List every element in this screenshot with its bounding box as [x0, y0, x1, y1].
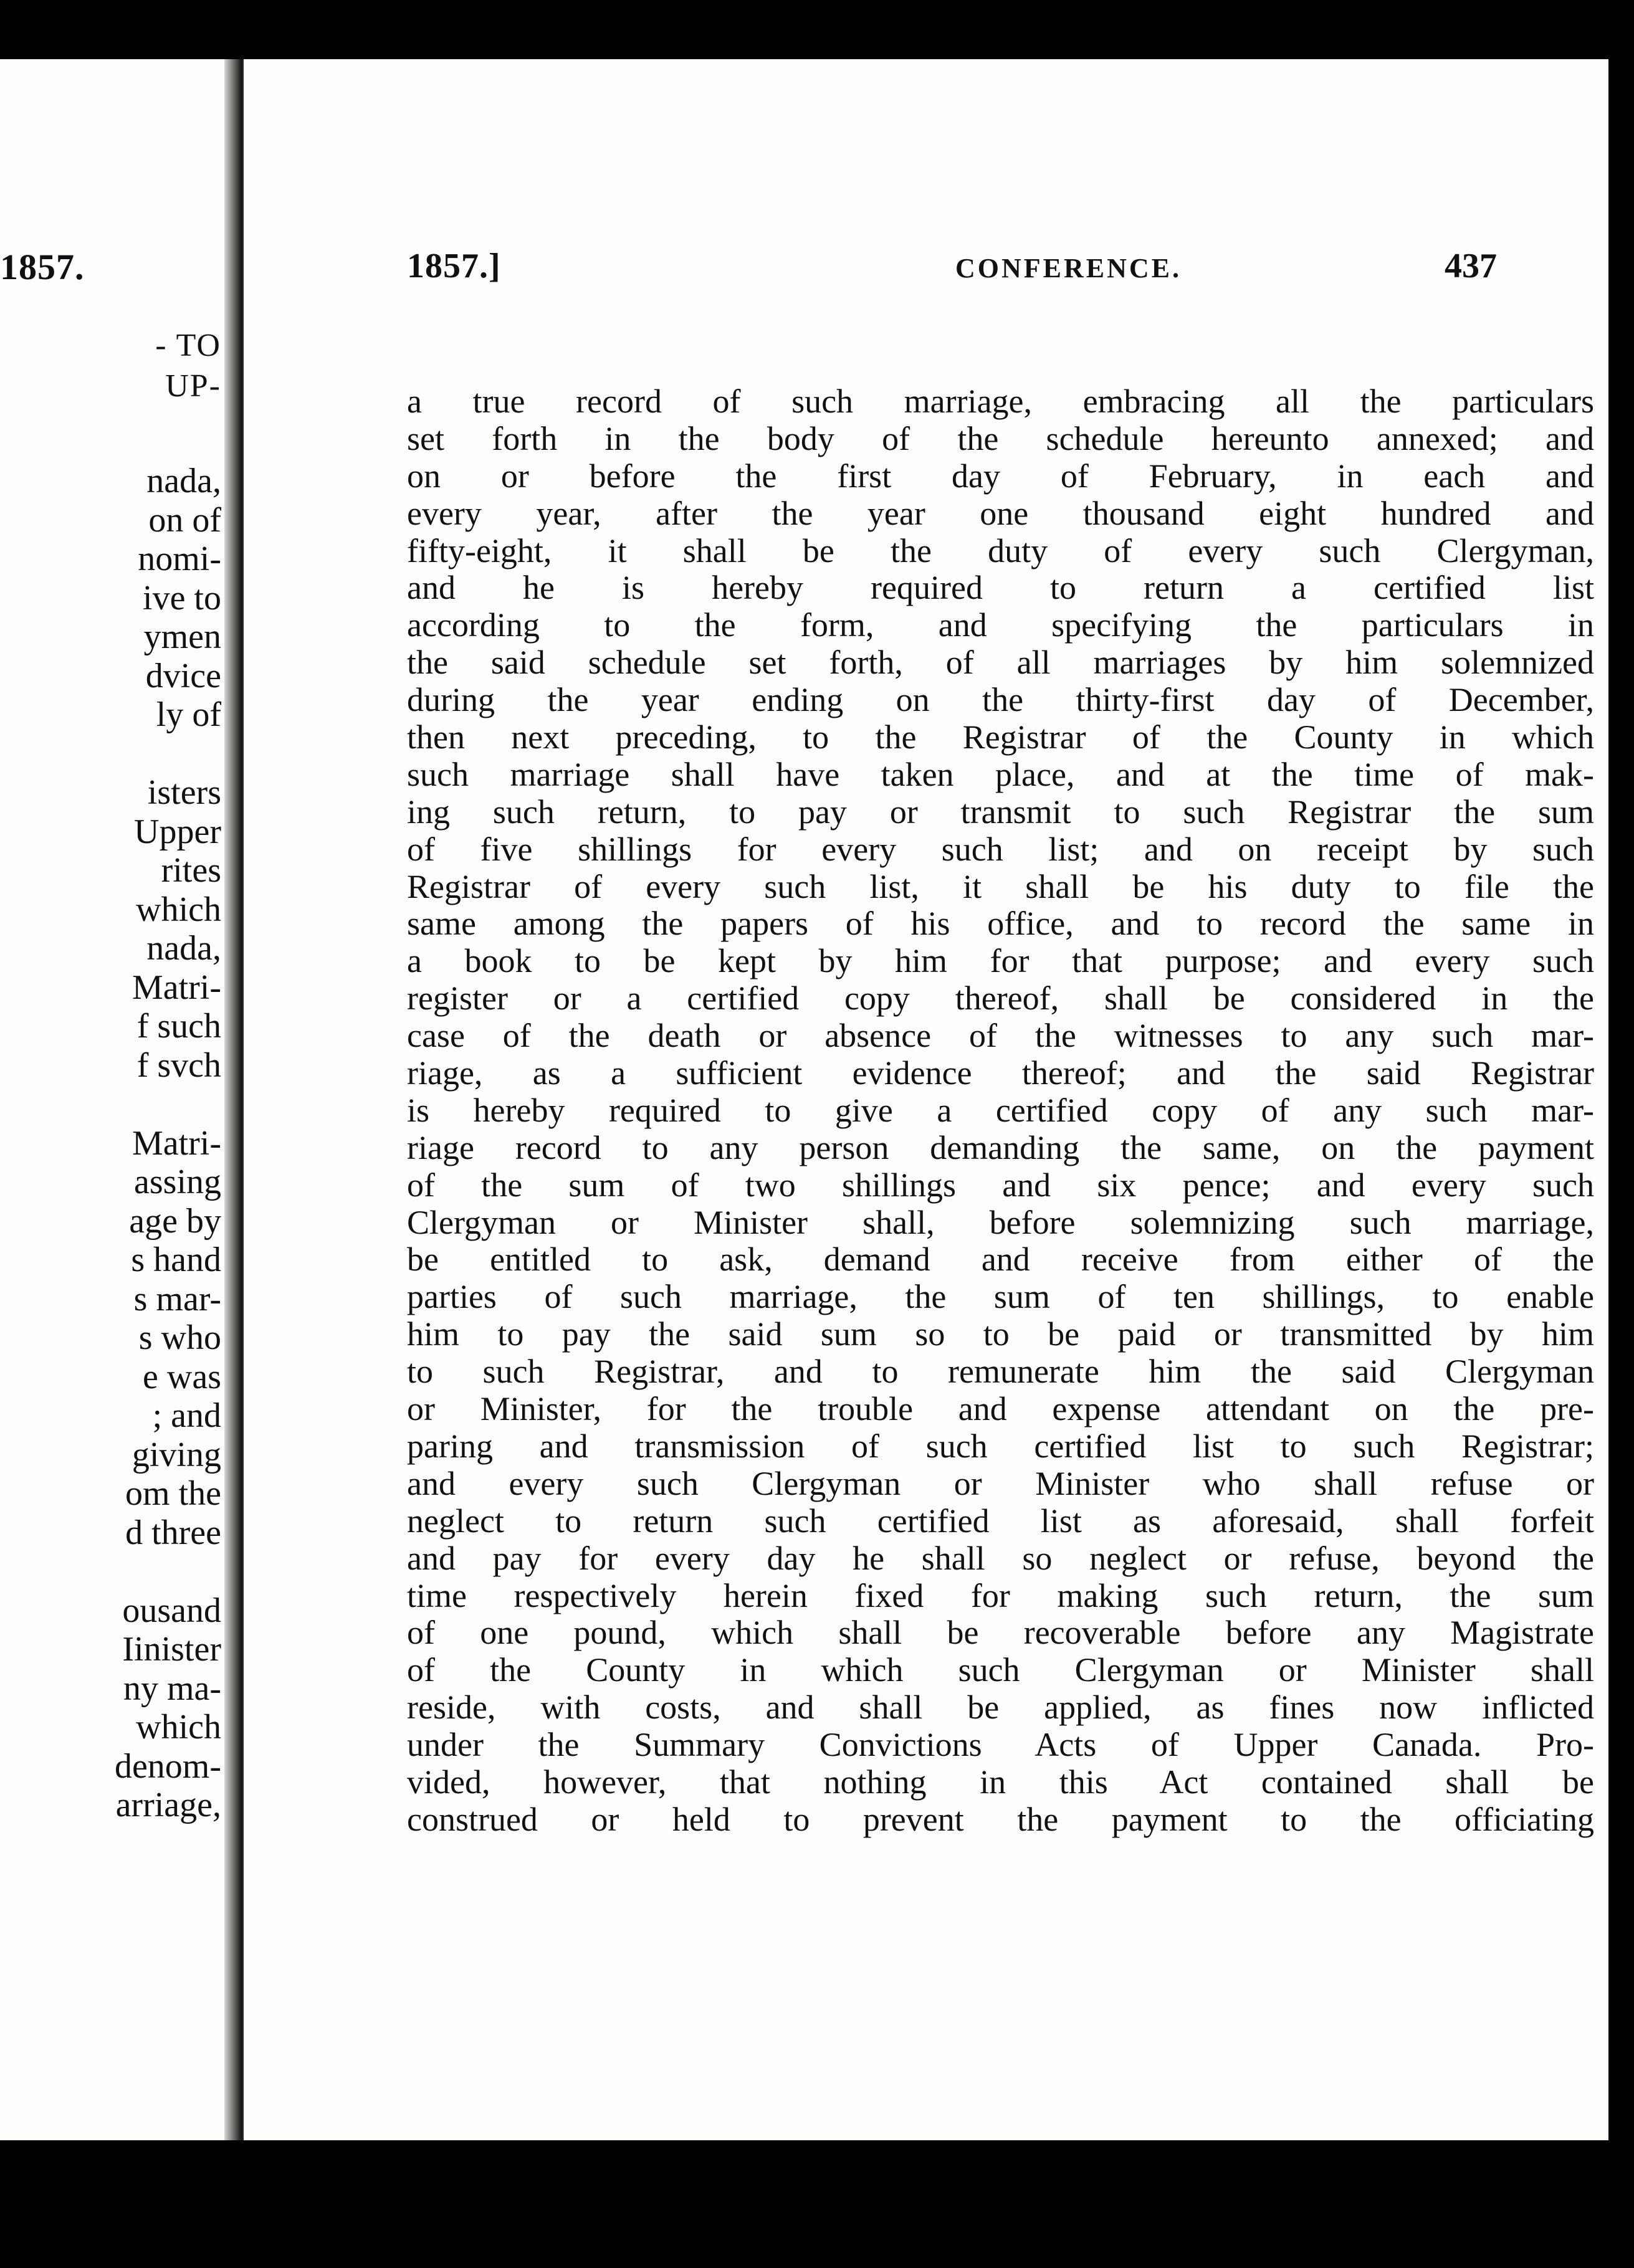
text-line: be entitled to ask, demand and receive from either of the	[407, 1241, 1594, 1279]
previous-page-line: e was	[143, 1357, 221, 1396]
previous-page-line: s mar-	[133, 1279, 221, 1318]
previous-page-line: assing	[134, 1163, 221, 1201]
text-line: every year, after the year one thousand eight hundred and	[407, 494, 1594, 532]
book-gutter	[224, 59, 243, 2140]
text-line: paring and transmission of such certified list to such Registrar;	[407, 1427, 1594, 1465]
previous-page-line: Iinister	[122, 1630, 221, 1669]
previous-page-fragment	[0, 59, 234, 2140]
text-line: such marriage shall have taken place, and at the time of mak-	[407, 755, 1594, 793]
previous-page-line: ; and	[152, 1396, 221, 1435]
text-line: and every such Clergyman or Minister who shall refuse or	[407, 1464, 1594, 1502]
text-line: a book to be kept by him for that purpose; and every such	[407, 942, 1594, 980]
previous-page-line: ny ma-	[123, 1669, 221, 1708]
text-line: of the sum of two shillings and six pence; and every such	[407, 1166, 1594, 1204]
text-line: of one pound, which shall be recoverable before any Magistrate	[407, 1614, 1594, 1652]
previous-page-line: Upper	[134, 812, 221, 851]
text-line: and pay for every day he shall so neglect or refuse, beyond the	[407, 1539, 1594, 1577]
previous-page-line: which	[136, 1708, 221, 1746]
text-line: set forth in the body of the schedule hereunto annexed; and	[407, 419, 1594, 457]
text-line: Clergyman or Minister shall, before solemnizing such marriage,	[407, 1203, 1594, 1241]
previous-page-line: f svch	[136, 1046, 221, 1085]
previous-page-line: s who	[138, 1318, 221, 1357]
text-line: neglect to return such certified list as aforesaid, shall forfeit	[407, 1502, 1594, 1540]
text-line: of the County in which such Clergyman or Minister shall	[407, 1651, 1594, 1689]
previous-page-line: Matri-	[131, 1123, 221, 1163]
previous-page-line: on of	[148, 500, 221, 540]
header-title: CONFERENCE.	[955, 253, 1182, 284]
previous-page-line: UP-	[165, 368, 221, 404]
previous-page-line: age by	[129, 1201, 221, 1241]
previous-page-year: 1857.	[0, 247, 85, 287]
text-line: reside, with costs, and shall be applied, as fines now inflicted	[407, 1689, 1594, 1727]
text-line: under the Summary Convictions Acts of Upper Canada. Pro-	[407, 1726, 1594, 1764]
text-line: or Minister, for the trouble and expense attendant on the pre-	[407, 1390, 1594, 1428]
text-line: case of the death or absence of the witnesses to any such mar-	[407, 1017, 1594, 1055]
text-line: him to pay the said sum so to be paid or transmitted by him	[407, 1315, 1594, 1353]
text-line: during the year ending on the thirty-first day of December,	[407, 681, 1594, 719]
previous-page-line: om the	[125, 1474, 221, 1513]
text-line: time respectively herein fixed for making such return, the sum	[407, 1576, 1594, 1614]
text-line: fifty-eight, it shall be the duty of every such Clergyman,	[407, 531, 1594, 569]
text-line: a true record of such marriage, embracing all the particulars	[407, 383, 1594, 420]
page-number: 437	[1445, 247, 1497, 285]
text-line: the said schedule set forth, of all marriages by him solemnized	[407, 644, 1594, 682]
text-line: to such Registrar, and to remunerate him the said Clergyman	[407, 1353, 1594, 1391]
previous-page-line: dvice	[145, 656, 221, 695]
book-page	[242, 59, 1608, 2140]
previous-page-line: f such	[136, 1007, 221, 1046]
text-line: is hereby required to give a certified copy of any such mar-	[407, 1091, 1594, 1129]
text-line: riage, as a sufficient evidence thereof; and the said Registrar	[407, 1054, 1594, 1092]
body-text	[407, 383, 1594, 1839]
text-line: and he is hereby required to return a certified list	[407, 569, 1594, 607]
text-line: vided, however, that nothing in this Act contained shall be	[407, 1763, 1594, 1801]
previous-page-line: ousand	[122, 1591, 221, 1630]
text-line: according to the form, and specifying the particulars in	[407, 606, 1594, 644]
previous-page-line: s hand	[131, 1241, 221, 1279]
previous-page-line: giving	[131, 1435, 221, 1474]
previous-page-line: d three	[125, 1513, 221, 1552]
text-line: ing such return, to pay or transmit to such Registrar the sum	[407, 793, 1594, 831]
text-line: on or before the first day of February, in each and	[407, 457, 1594, 495]
previous-page-line: nada,	[146, 929, 221, 968]
previous-page-line: isters	[147, 773, 221, 812]
text-line: of five shillings for every such list; and on receipt by such	[407, 830, 1594, 868]
previous-page-line: arriage,	[115, 1786, 221, 1824]
previous-page-line: - TO	[155, 328, 221, 363]
previous-page-line: nomi-	[138, 540, 221, 578]
previous-page-line: Matri-	[131, 968, 221, 1007]
previous-page-line: denom-	[114, 1746, 221, 1786]
text-line: riage record to any person demanding the same, on the payment	[407, 1128, 1594, 1166]
previous-page-line: which	[136, 890, 221, 929]
text-line: parties of such marriage, the sum of ten shillings, to enable	[407, 1278, 1594, 1316]
text-line: same among the papers of his office, and to record the same in	[407, 905, 1594, 943]
text-line: then next preceding, to the Registrar of the County in which	[407, 718, 1594, 756]
previous-page-line: ive to	[143, 578, 221, 617]
text-line: register or a certified copy thereof, shall be considered in the	[407, 979, 1594, 1017]
previous-page-line: ly of	[156, 695, 221, 734]
previous-page-line: rites	[161, 851, 221, 890]
text-line: Registrar of every such list, it shall be his duty to file the	[407, 867, 1594, 905]
header-year: 1857.]	[407, 247, 501, 285]
previous-page-line: nada,	[146, 462, 221, 500]
running-header	[407, 246, 1591, 296]
previous-page-line: ymen	[143, 617, 221, 656]
text-line: construed or held to prevent the payment to the officiating	[407, 1800, 1594, 1838]
